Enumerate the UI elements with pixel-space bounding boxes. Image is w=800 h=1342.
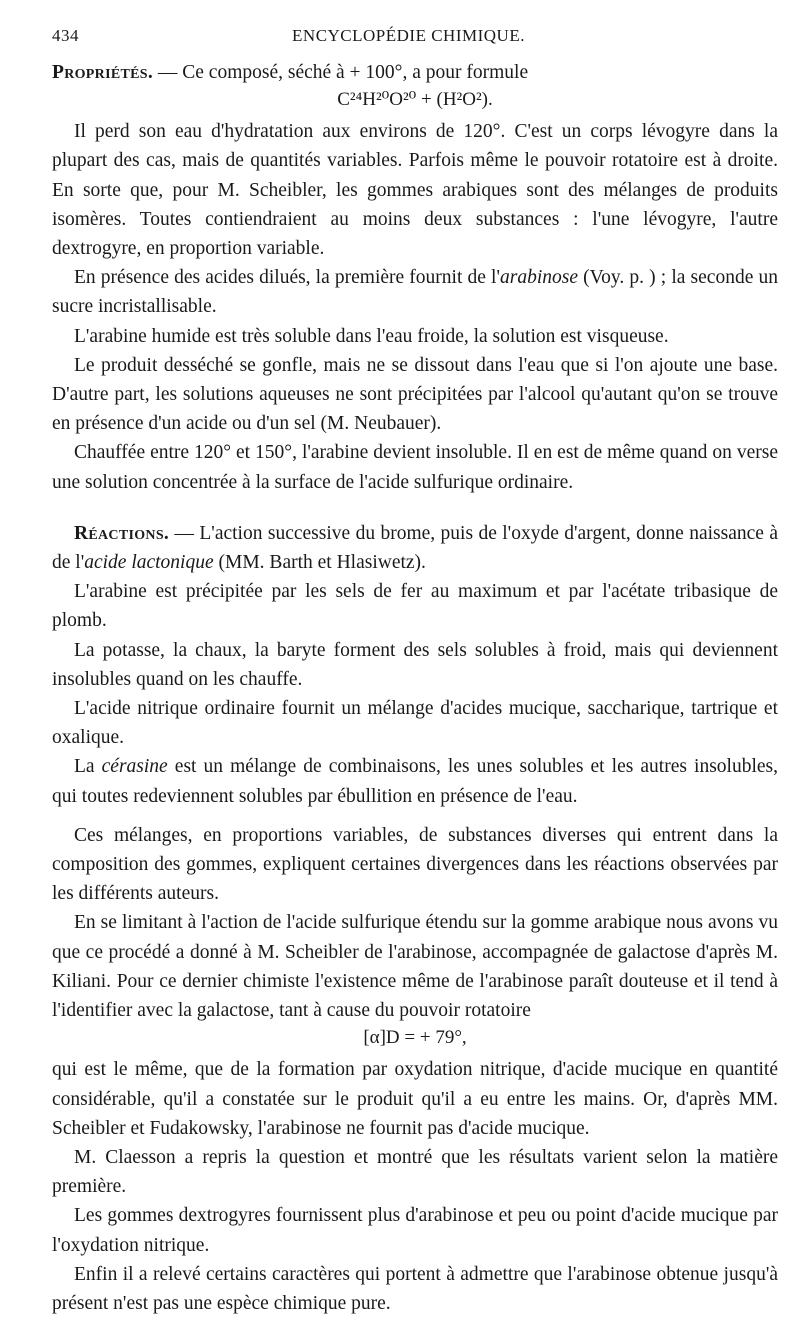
paragraph: qui est le même, que de la formation par oxydation nitrique, d'acide mucique en quantité considérable, qu'il a constatée sur le produit qu'il a eu entre les mains. Or, d'après MM. Scheibler et Fudakowsky, l'arabinose ne fournit pas d'acide mucique. bbox=[52, 1059, 778, 1139]
paragraph: L'acide nitrique ordinaire fournit un mélange d'acides mucique, saccharique, tartrique et oxalique. bbox=[52, 698, 778, 749]
properties-intro: Propriétés. — Ce composé, séché à + 100°, a pour formule bbox=[52, 62, 529, 83]
reactions-intro: Réactions. — L'action successive du brome, puis de l'oxyde d'argent, donne naissance à de l'acide lactonique (MM. Barth et Hlasiwetz). bbox=[52, 522, 778, 574]
reactions-heading: Réactions. bbox=[74, 522, 170, 544]
running-title: ENCYCLOPÉDIE CHIMIQUE. bbox=[292, 26, 525, 45]
paragraph: Ces mélanges, en proportions variables, de substances diverses qui entrent dans la composition des gommes, expliquent certaines divergences dans les réactions observées par les différents auteurs. bbox=[52, 824, 778, 905]
formula: C²⁴H²⁰O²⁰ + (H²O²). bbox=[337, 89, 493, 111]
page-header bbox=[52, 26, 778, 46]
paragraph: Le produit desséché se gonfle, mais ne se dissout dans l'eau que si l'on ajoute une base. D'autre part, les solutions aqueuses ne sont précipitées par l'alcool qu'autant qu'on se trouve en présence d'un acide ou d'un sel (M. Neubauer). bbox=[52, 354, 778, 435]
paragraph: Enfin il a relevé certains caractères qui portent à admettre que l'arabinose obtenue jusqu'à présent n'est pas une espèce chimique pure. bbox=[52, 1263, 778, 1314]
page-number: 434 bbox=[52, 26, 79, 45]
paragraph: En se limitant à l'action de l'acide sulfurique étendu sur la gomme arabique nous avons vu que ce procédé a donné à M. Scheibler de l'arabinose, accompagnée de galactose d'après M. Kiliani. Pour ce dernier chimiste l'existence même de l'arabinose paraît douteuse et il tend à l'identifier avec la galactose, tant à cause du pouvoir rotatoire bbox=[52, 912, 778, 1022]
paragraph: La cérasine est un mélange de combinaisons, les unes solubles et les autres insolubles, qui toutes redeviennent solubles par ébullition en présence de l'eau. bbox=[52, 756, 778, 807]
properties-heading: Propriétés. bbox=[52, 62, 153, 83]
paragraph: Chauffée entre 120° et 150°, l'arabine devient insoluble. Il en est de même quand on verse une solution concentrée à la surface de l'acide sulfurique ordinaire. bbox=[52, 442, 778, 493]
paragraph: L'arabine est précipitée par les sels de fer au maximum et par l'acétate tribasique de plomb. bbox=[52, 581, 778, 632]
paragraph: En présence des acides dilués, la première fournit de l'arabinose (Voy. p. ) ; la seconde un sucre incristallisable. bbox=[52, 267, 778, 318]
rotation-formula: [α]D = + 79°, bbox=[363, 1027, 467, 1049]
paragraph: La potasse, la chaux, la baryte forment des sels solubles à froid, mais qui deviennent insolubles quand on les chauffe. bbox=[52, 639, 778, 690]
paragraph: Il perd son eau d'hydratation aux environs de 120°. C'est un corps lévogyre dans la plupart des cas, mais de quantités variables. Parfois même le pouvoir rotatoire est à droite. En sorte que, pour M. Scheibler, les gommes arabiques sont des mélanges de produits isomères. Toutes contiendraient au moins deux substances : l'une lévogyre, l'autre dextrogyre, en proportion variable. bbox=[52, 121, 778, 260]
paragraph: M. Claesson a repris la question et montré que les résultats varient selon la matière première. bbox=[52, 1146, 778, 1198]
paragraph: L'arabine humide est très soluble dans l'eau froide, la solution est visqueuse. bbox=[74, 325, 669, 347]
paragraph: Les gommes dextrogyres fournissent plus d'arabinose et peu ou point d'acide mucique par l'oxydation nitrique. bbox=[52, 1205, 778, 1256]
